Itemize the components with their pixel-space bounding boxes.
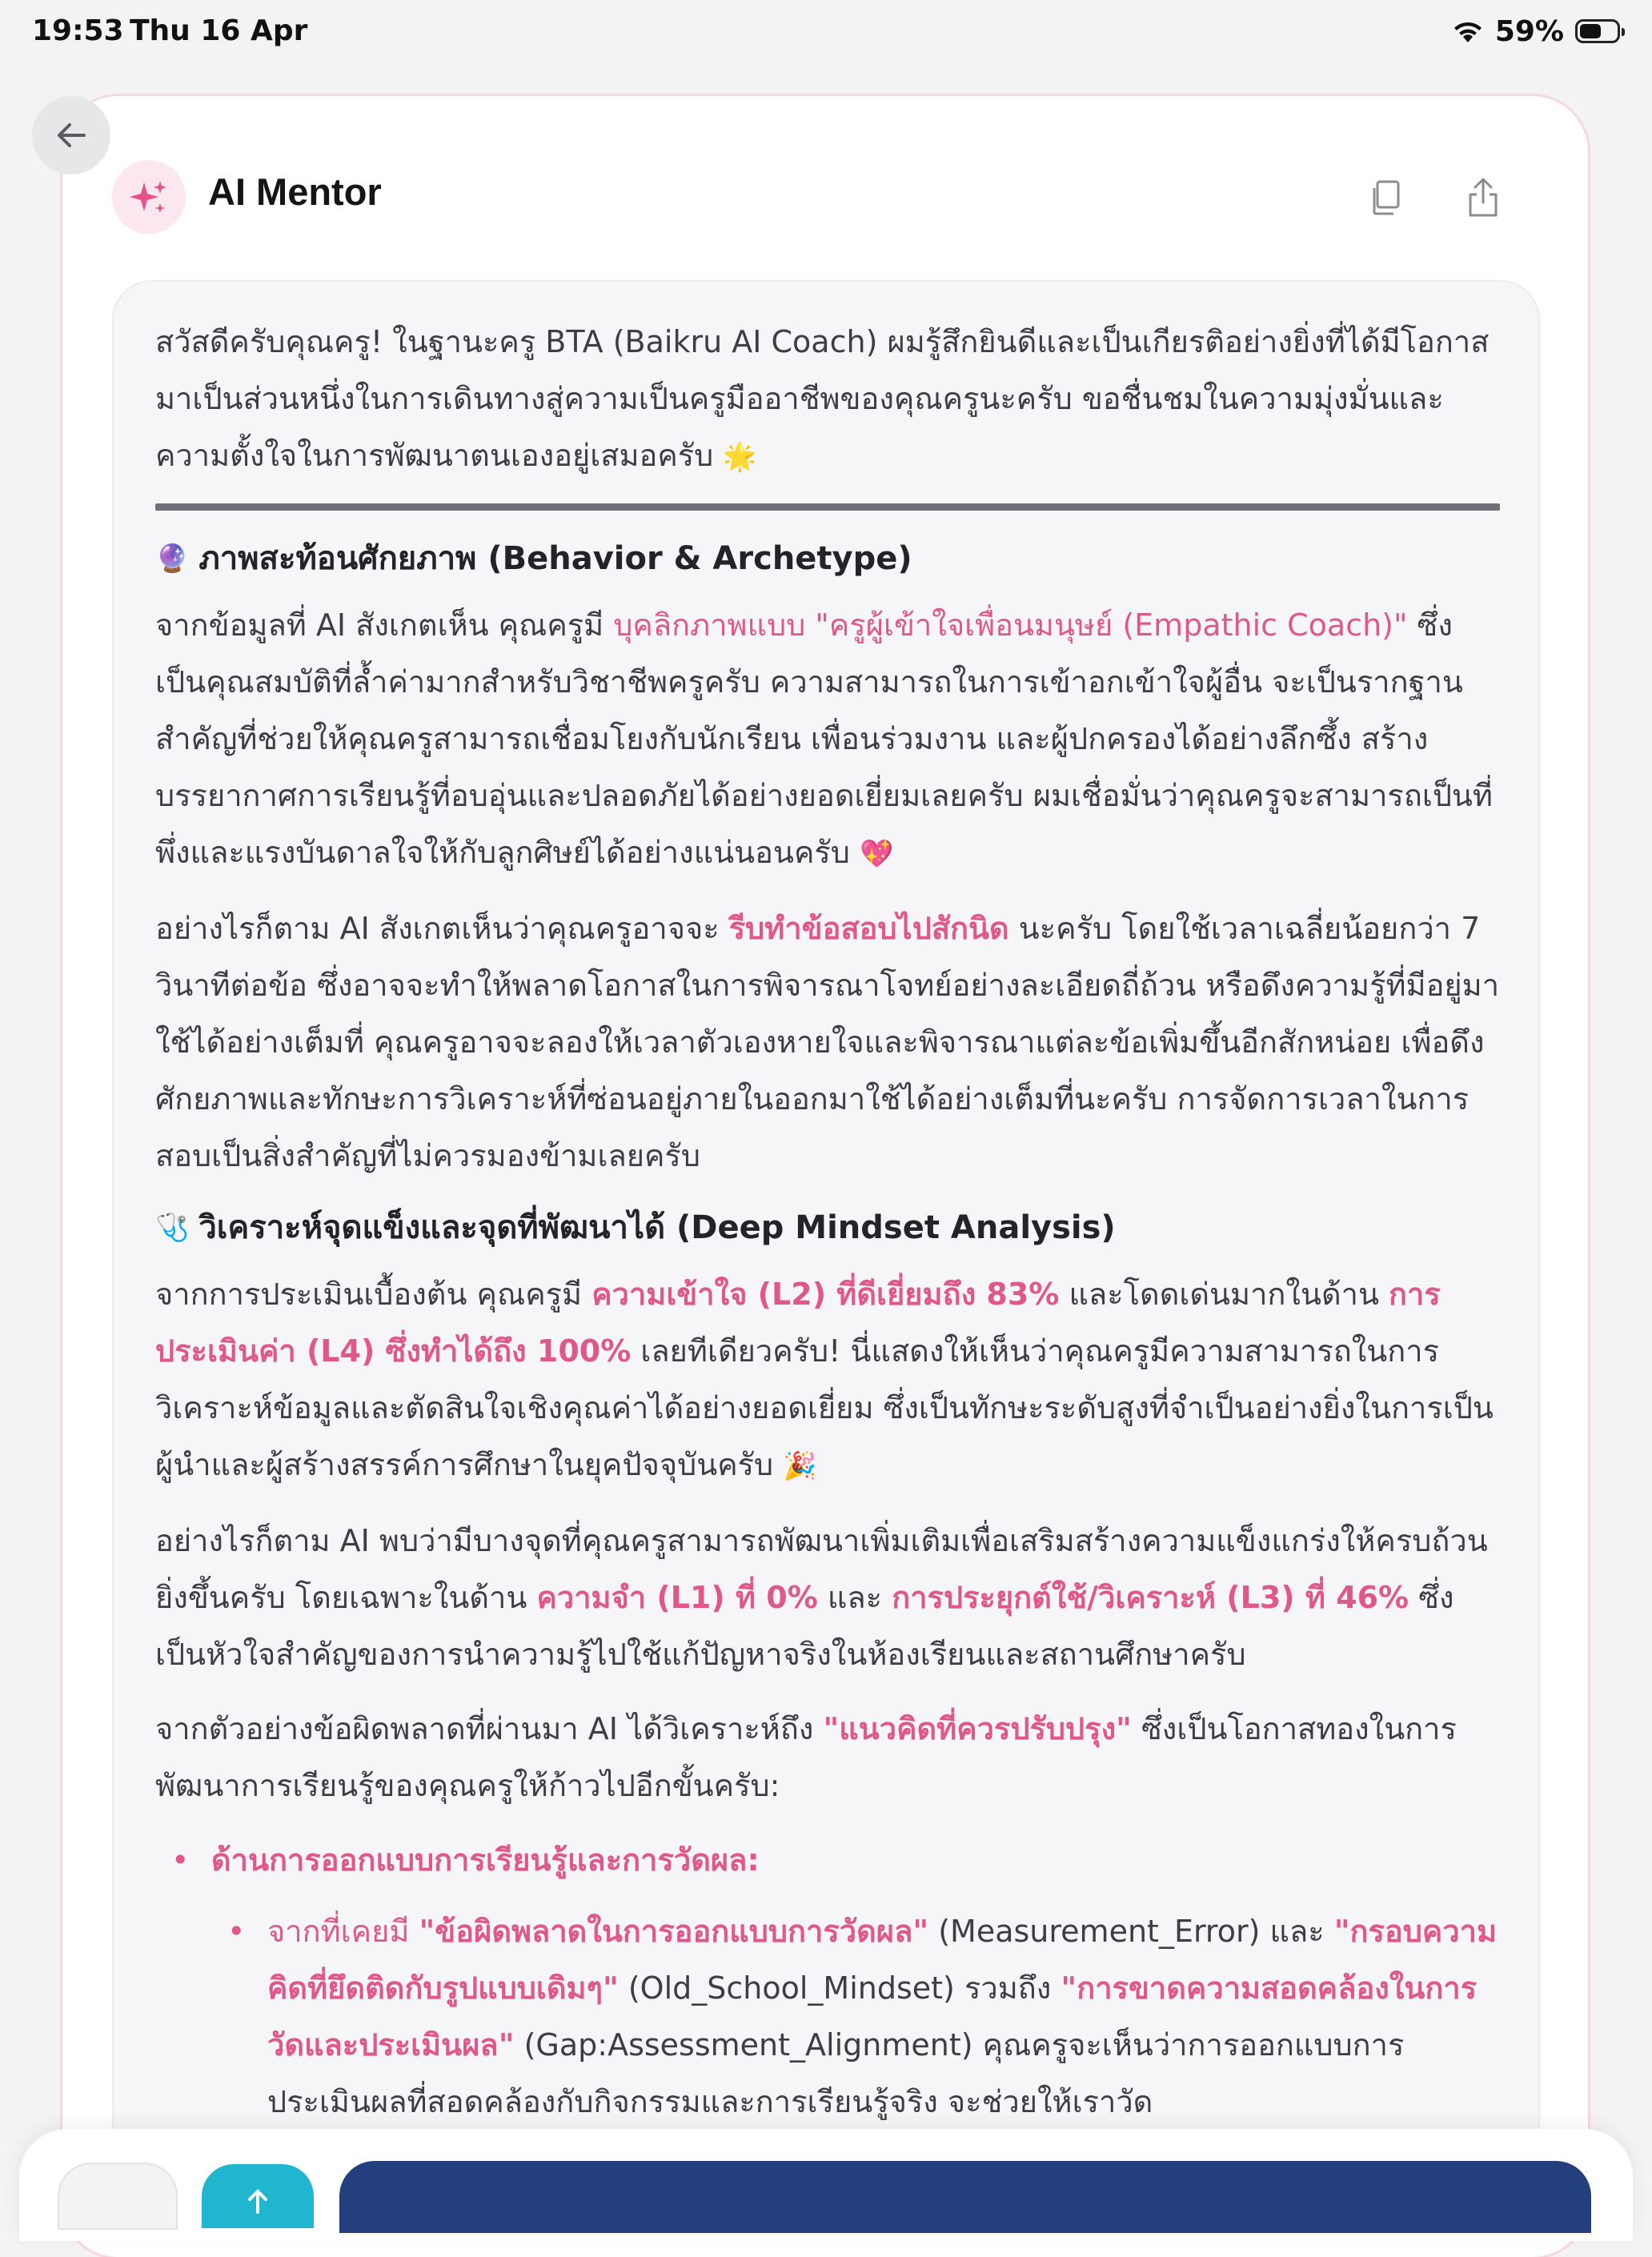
status-right xyxy=(1452,13,1620,50)
battery-fill xyxy=(1580,24,1601,38)
copy-icon xyxy=(1368,178,1403,217)
wifi-icon xyxy=(1452,18,1484,44)
page-title: AI Mentor xyxy=(208,170,382,213)
status-date: Thu 16 Apr xyxy=(130,14,308,47)
sparkle-icon xyxy=(126,174,171,219)
stethoscope-icon: 🩺 xyxy=(155,1212,190,1244)
share-button[interactable] xyxy=(1458,173,1508,222)
message-content xyxy=(155,314,1500,2131)
behavior-paragraph-1: จากข้อมูลที่ AI สังเกตเห็น คุณครูมี บุคลิกภาพแบบ "ครูผู้เข้าใจเพื่อนมนุษย์ (Empathic Coach)" ซึ่งเป็นคุณสมบัติที่ล้ำค่ามากสำหรับวิชาชีพครูครับ ความสามารถในการเข้าอกเข้าใจผู้อื่น จะเป็นรากฐานสำคัญที่ช่วยให้คุณครูสามารถเชื่อมโยงกับนักเรียน เพื่อนร่วมงาน และผู้ปกครองได้อย่างลึกซึ้ง สร้างบรรยากาศการเรียนรู้ที่อบอุ่นและปลอดภัยได้อย่างยอดเยี่ยมเลยครับ ผมเชื่อมั่นว่าคุณครูจะสามารถเป็นที่พึ่งและแรงบันดาลใจให้กับลูกศิษย์ได้อย่างแน่นอนครับ 💖 xyxy=(155,597,1500,883)
star-emoji: 🌟 xyxy=(723,441,757,473)
status-bar xyxy=(0,0,1652,64)
crystal-ball-icon: 🔮 xyxy=(155,543,190,575)
highlight-archetype: บุคลิกภาพแบบ "ครูผู้เข้าใจเพื่อนมนุษย์ (Empathic Coach)" xyxy=(613,607,1408,643)
behavior-paragraph-2: อย่างไรก็ตาม AI สังเกตเห็นว่าคุณครูอาจจะ รีบทำข้อสอบไปสักนิด นะครับ โดยใช้เวลาเฉลี่ยน้อยกว่า 7 วินาทีต่อข้อ ซึ่งอาจจะทำให้พลาดโอกาสในการพิจารณาโจทย์อย่างละเอียดถี่ถ้วน หรือดึงความรู้ที่มีอยู่มาใช้ได้อย่างเต็มที่ คุณครูอาจจะลองให้เวลาตัวเองหายใจและพิจารณาแต่ละข้อเพิ่มขึ้นอีกสักหน่อย เพื่อดึงศักยภาพและทักษะการวิเคราะห์ที่ซ่อนอยู่ภายในออกมาใช้ได้อย่างเต็มที่นะครับ การจัดการเวลาในการสอบเป็นสิ่งสำคัญที่ไม่ควรมองข้ามเลยครับ xyxy=(155,911,1500,1173)
highlight-l4: การประเมินค่า (L4) ซึ่งทำได้ถึง 100% xyxy=(155,1277,1441,1369)
heart-emoji: 💖 xyxy=(860,838,894,870)
analysis-paragraph-1: จากการประเมินเบื้องต้น คุณครูมี ความเข้าใจ (L2) ที่ดีเยี่ยมถึง 83% และโดดเด่นมากในด้าน การประเมินค่า (L4) ซึ่งทำได้ถึง 100% เลยทีเดียวครับ! นี่แสดงให้เห็นว่าคุณครูมีความสามารถในการวิเคราะห์ข้อมูลและตัดสินใจเชิงคุณค่าได้อย่างยอดเยี่ยม ซึ่งเป็นทักษะระดับสูงที่จำเป็นอย่างยิ่งในการเป็นผู้นำและผู้สร้างสรรค์การศึกษาในยุคปัจจุบันครับ 🎉 xyxy=(155,1266,1500,1495)
send-button[interactable] xyxy=(202,2164,314,2228)
share-icon xyxy=(1466,177,1501,218)
highlight-assessment-gap: "การขาดความสอดคล้องในการวัดและประเมินผล" xyxy=(267,1970,1478,2063)
mentor-card xyxy=(62,96,1588,2257)
arrow-up-icon xyxy=(202,2164,314,2228)
section-heading-analysis: 🩺 วิเคราะห์จุดแข็งและจุดที่พัฒนาได้ (Deep Mindset Analysis) xyxy=(155,1202,1500,1253)
card-header xyxy=(62,96,1588,224)
highlight-rushed: รีบทำข้อสอบไปสักนิด xyxy=(728,911,1009,946)
divider xyxy=(155,503,1500,511)
bottom-toolbar xyxy=(19,2129,1633,2241)
highlight-l1: ความจำ (L1) ที่ 0% xyxy=(536,1580,818,1615)
highlight-l3: การประยุกต์ใช้/วิเคราะห์ (L3) ที่ 46% xyxy=(892,1580,1409,1615)
intro-paragraph: สวัสดีครับคุณครู! ในฐานะครู BTA (Baikru AI Coach) ผมรู้สึกยินดีและเป็นเกียรติอย่างยิ่งที่ได้มีโอกาสมาเป็นส่วนหนึ่งในการเดินทางสู่ความเป็นครูมืออาชีพของคุณครูนะครับ ขอชื่นชมในความมุ่งมั่นและความตั้งใจในการพัฒนาตนเองอยู่เสมอครับ 🌟 xyxy=(155,314,1500,486)
battery-percentage: 59% xyxy=(1494,14,1564,48)
copy-button[interactable] xyxy=(1361,173,1410,222)
arrow-left-icon xyxy=(52,116,90,154)
list-item-label: • ด้านการออกแบบการเรียนรู้และการวัดผล: xyxy=(211,1842,760,1878)
sub-list-item: • จากที่เคยมี "ข้อผิดพลาดในการออกแบบการวัดผล" (Measurement_Error) และ "กรอบความคิดที่ยึดติดกับรูปแบบเดิมๆ" (Old_School_Mindset) รวมถึง "การขาดความสอดคล้องในการวัดและประเมินผล" (Gap:Assessment_Alignment) คุณครูจะเห็นว่าการออกแบบการประเมินผลที่สอดคล้องกับกิจกรรมและการเรียนรู้จริง จะช่วยให้เราวัด xyxy=(211,1903,1500,2131)
highlight-old-mindset: "กรอบความคิดที่ยึดติดกับรูปแบบเดิมๆ" xyxy=(267,1914,1498,2006)
analysis-paragraph-2: อย่างไรก็ตาม AI พบว่ามีบางจุดที่คุณครูสามารถพัฒนาเพิ่มเติมเพื่อเสริมสร้างความแข็งแกร่งให้ครบถ้วนยิ่งขึ้นครับ โดยเฉพาะในด้าน ความจำ (L1) ที่ 0% และ การประยุกต์ใช้/วิเคราะห์ (L3) ที่ 46% ซึ่งเป็นหัวใจสำคัญของการนำความรู้ไปใช้แก้ปัญหาจริงในห้องเรียนและสถานศึกษาครับ xyxy=(155,1523,1488,1672)
ai-message-bubble xyxy=(114,282,1538,2235)
sub-list xyxy=(211,1903,1500,2131)
ai-avatar xyxy=(112,160,186,234)
mistake-list xyxy=(155,1832,1500,2131)
status-time: 19:53 xyxy=(32,14,124,47)
party-emoji: 🎉 xyxy=(783,1450,817,1482)
analysis-paragraph-3: จากตัวอย่างข้อผิดพลาดที่ผ่านมา AI ได้วิเคราะห์ถึง "แนวคิดที่ควรปรับปรุง" ซึ่งเป็นโอกาสทองในการพัฒนาการเรียนรู้ของคุณครูให้ก้าวไปอีกขั้นครับ: xyxy=(155,1711,1457,1803)
list-item xyxy=(155,1832,1500,2131)
highlight-measurement-error: "ข้อผิดพลาดในการออกแบบการวัดผล" xyxy=(419,1914,929,1949)
highlight-concepts: "แนวคิดที่ควรปรับปรุง" xyxy=(823,1711,1132,1746)
battery-icon xyxy=(1575,19,1620,43)
section-heading-behavior: 🔮 ภาพสะท้อนศักยภาพ (Behavior & Archetype) xyxy=(155,533,1500,584)
primary-action-button[interactable] xyxy=(339,2161,1591,2233)
secondary-button[interactable] xyxy=(59,2164,176,2228)
highlight-l2: ความเข้าใจ (L2) ที่ดีเยี่ยมถึง 83% xyxy=(591,1277,1060,1312)
back-button[interactable] xyxy=(32,96,110,174)
